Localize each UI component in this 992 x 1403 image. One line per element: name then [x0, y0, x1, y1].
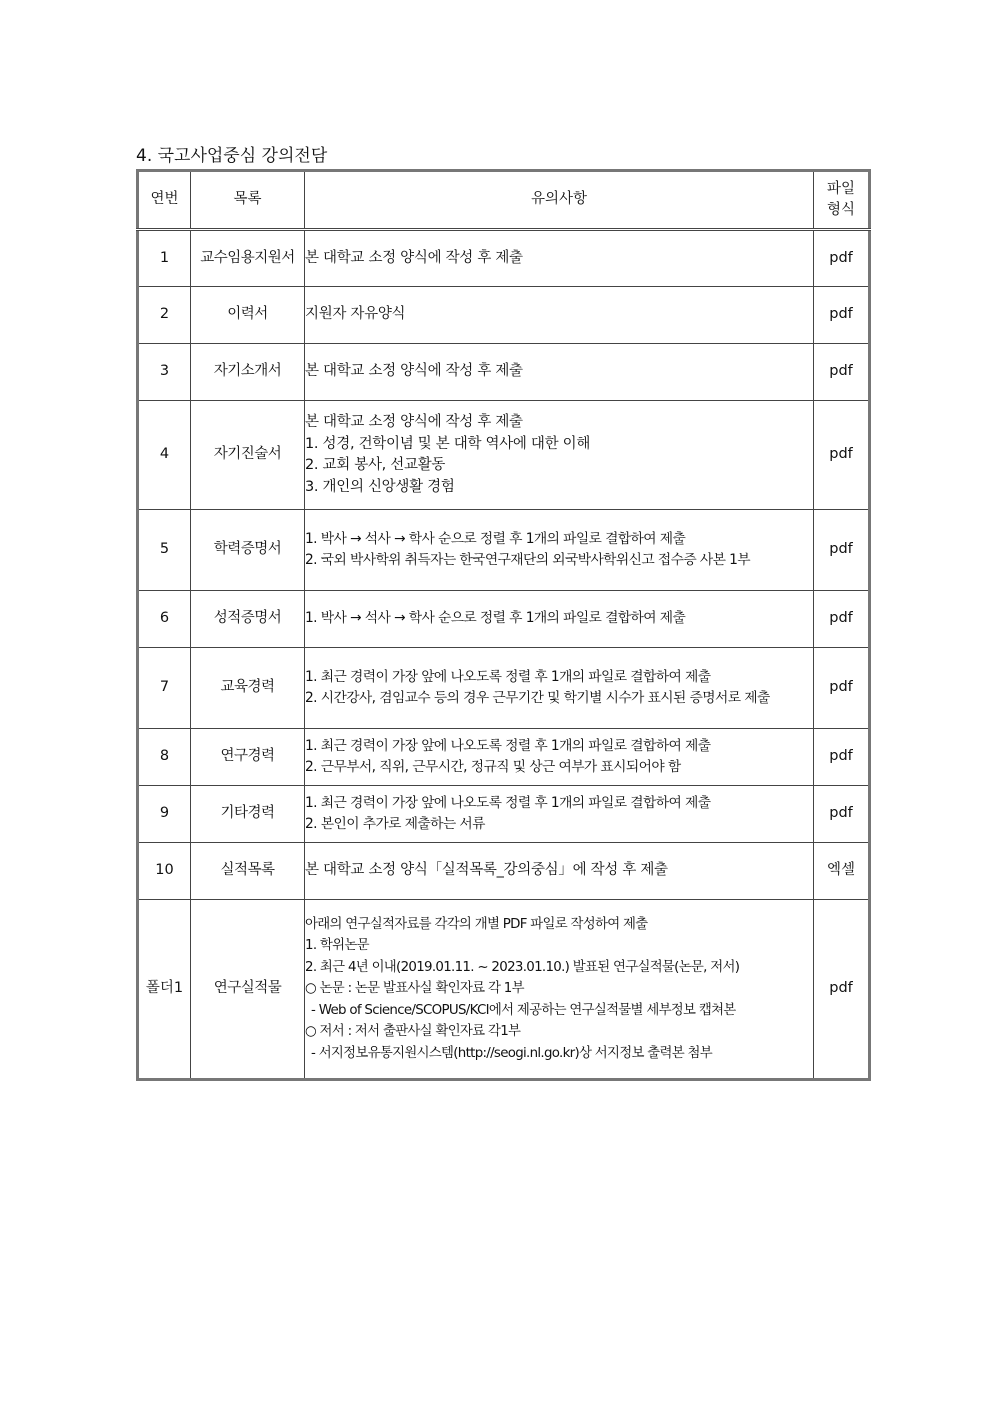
header-format [814, 171, 870, 230]
note-line: 2. 시간강사, 겸임교수 등의 경우 근무기간 및 학기별 시수가 표시된 증명서로 제출 [305, 690, 770, 706]
table-row [138, 344, 870, 401]
note-line: 2. 최근 4년 이내(2019.01.11. ~ 2023.01.10.) 발표된 연구실적물(논문, 저서) [305, 959, 740, 975]
row-no: 3 [138, 344, 191, 401]
note-line: 본 대학교 소정 양식에 작성 후 제출 [305, 249, 523, 266]
row-no: 9 [138, 786, 191, 843]
row-format: 엑셀 [814, 843, 870, 900]
row-no: 7 [138, 648, 191, 729]
table-row [138, 648, 870, 729]
row-name: 자기진술서 [191, 401, 305, 510]
note-line: 본 대학교 소정 양식에 작성 후 제출 [305, 414, 523, 430]
note-line: 아래의 연구실적자료를 각각의 개별 PDF 파일로 작성하여 제출 [305, 916, 648, 932]
table-row [138, 591, 870, 648]
row-format: pdf [814, 591, 870, 648]
row-format: pdf [814, 900, 870, 1080]
note-line: ○ 저서 : 저서 출판사실 확인자료 각1부 [305, 1024, 521, 1040]
table-row [138, 843, 870, 900]
row-format: pdf [814, 510, 870, 591]
row-no: 10 [138, 843, 191, 900]
header-name: 목록 [191, 171, 305, 230]
note-line: 본 대학교 소정 양식에 작성 후 제출 [305, 363, 523, 380]
row-no: 폴더1 [138, 900, 191, 1080]
table-row [138, 510, 870, 591]
table-header-row [138, 171, 870, 230]
row-name: 연구경력 [191, 729, 305, 786]
note-line: ○ 논문 : 논문 발표사실 확인자료 각 1부 [305, 981, 524, 997]
row-notes [305, 729, 814, 786]
row-notes [305, 591, 814, 648]
header-notes: 유의사항 [305, 171, 814, 230]
row-no: 1 [138, 230, 191, 287]
row-format: pdf [814, 648, 870, 729]
note-line: 2. 교회 봉사, 선교활동 [305, 457, 446, 473]
row-name: 기타경력 [191, 786, 305, 843]
row-name: 학력증명서 [191, 510, 305, 591]
header-format-line2: 형식 [826, 202, 855, 218]
note-line: 본 대학교 소정 양식「실적목록_강의중심」에 작성 후 제출 [305, 862, 668, 879]
note-line: 2. 국외 박사학위 취득자는 한국연구재단의 외국박사학위신고 접수증 사본 1부 [305, 552, 750, 568]
header-no: 연번 [138, 171, 191, 230]
row-notes [305, 344, 814, 401]
note-line: 1. 성경, 건학이념 및 본 대학 역사에 대한 이해 [305, 435, 591, 452]
row-format: pdf [814, 287, 870, 344]
row-notes [305, 786, 814, 843]
table-row [138, 900, 870, 1080]
row-notes [305, 900, 814, 1080]
note-line: 1. 최근 경력이 가장 앞에 나오도록 정렬 후 1개의 파일로 결합하여 제출 [305, 794, 711, 811]
row-notes [305, 287, 814, 344]
row-notes [305, 843, 814, 900]
row-no: 5 [138, 510, 191, 591]
row-format: pdf [814, 786, 870, 843]
row-no: 4 [138, 401, 191, 510]
row-no: 2 [138, 287, 191, 344]
row-notes [305, 230, 814, 287]
note-line: 2. 본인이 추가로 제출하는 서류 [305, 816, 485, 832]
row-format: pdf [814, 729, 870, 786]
row-notes [305, 401, 814, 510]
note-line: 3. 개인의 신앙생활 경험 [305, 478, 455, 495]
row-format: pdf [814, 344, 870, 401]
row-name: 교육경력 [191, 648, 305, 729]
table-row [138, 786, 870, 843]
note-line: 1. 박사 → 석사 → 학사 순으로 정렬 후 1개의 파일로 결합하여 제출 [305, 610, 686, 627]
row-no: 6 [138, 591, 191, 648]
note-line: - Web of Science/SCOPUS/KCI에서 제공하는 연구실적물별 세부정보 캡쳐본 [311, 1002, 736, 1018]
note-line: 지원자 자유양식 [305, 306, 406, 323]
row-name: 이력서 [191, 287, 305, 344]
row-notes [305, 648, 814, 729]
note-line: 1. 박사 → 석사 → 학사 순으로 정렬 후 1개의 파일로 결합하여 제출 [305, 530, 686, 547]
note-line: - 서지정보유통지원시스템(http://seogi.nl.go.kr)상 서지정보 출력본 첨부 [311, 1045, 712, 1061]
row-name: 연구실적물 [191, 900, 305, 1080]
row-name: 성적증명서 [191, 591, 305, 648]
row-name: 교수임용지원서 [191, 230, 305, 287]
note-line: 1. 최근 경력이 가장 앞에 나오도록 정렬 후 1개의 파일로 결합하여 제출 [305, 737, 711, 754]
table-row [138, 729, 870, 786]
row-format: pdf [814, 401, 870, 510]
row-name: 실적목록 [191, 843, 305, 900]
requirements-table [136, 169, 871, 1081]
note-line: 2. 근무부서, 직위, 근무시간, 정규직 및 상근 여부가 표시되어야 함 [305, 759, 681, 775]
table-row [138, 287, 870, 344]
note-line: 1. 학위논문 [305, 938, 369, 954]
note-line: 1. 최근 경력이 가장 앞에 나오도록 정렬 후 1개의 파일로 결합하여 제출 [305, 668, 711, 685]
row-name: 자기소개서 [191, 344, 305, 401]
row-notes [305, 510, 814, 591]
row-no: 8 [138, 729, 191, 786]
table-row [138, 230, 870, 287]
row-format: pdf [814, 230, 870, 287]
table-row [138, 401, 870, 510]
section-title: 4. 국고사업중심 강의전담 [136, 146, 328, 166]
header-format-line1: 파일 [826, 180, 855, 197]
